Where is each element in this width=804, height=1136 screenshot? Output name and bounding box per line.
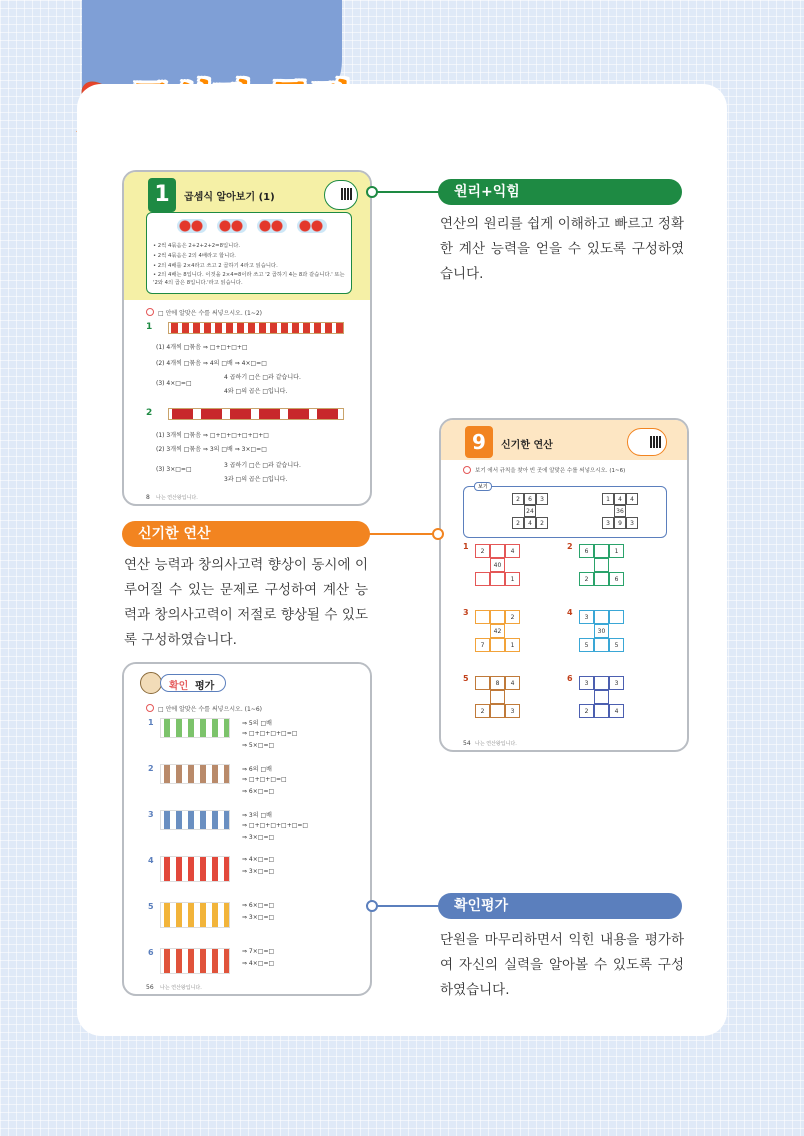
section-description-check: 단원을 마무리하면서 익힌 내용을 평가하여 자신의 실력을 알아볼 수 있도록 구성하였습니다. [440, 932, 684, 998]
grid-cell: 6 [524, 493, 536, 505]
footer-page-number: 54 [463, 740, 471, 747]
grid-cell: 36 [614, 505, 626, 517]
concept-line: • 2의 4배를 2×4라고 쓰고 2 곱하기 4라고 읽습니다. [153, 263, 278, 269]
grid-cell: 2 [475, 704, 490, 718]
problem-line: ⇒ 3의 □배 [242, 812, 272, 819]
example-box [463, 486, 667, 538]
section-description-principle: 연산의 원리를 쉽게 이해하고 빠르고 정확한 계산 능력을 얻을 수 있도록 구성하였습니다. [440, 216, 684, 282]
problem-line: ⇒ □+□+□=□ [242, 776, 287, 783]
grid-cell: 4 [626, 493, 638, 505]
concept-line: • 2씩 4묶음은 2의 4배라고 합니다. [153, 253, 236, 259]
footer-text: 나는 연산왕입니다. [160, 985, 202, 991]
grid-cell: 6 [609, 572, 624, 586]
problem-line: ⇒ 3×□=□ [242, 914, 275, 921]
problem-line: ⇒ 5×□=□ [242, 742, 275, 749]
grid-cell: 4 [524, 517, 536, 529]
problem-line: ⇒ □+□+□+□=□ [242, 730, 298, 737]
problem-line: ⇒ 4×□=□ [242, 960, 275, 967]
picture-group [160, 902, 230, 928]
problem-number: 6 [567, 674, 573, 683]
alarm-clock-icon [146, 704, 154, 712]
example-grid [512, 493, 548, 531]
problem-line: ⇒ 6의 □배 [242, 766, 272, 773]
grid-cell[interactable] [594, 704, 609, 718]
mascot-icon [140, 672, 162, 694]
check-title-b: 평가 [195, 681, 215, 692]
lesson-title: 곱셈식 알아보기 (1) [184, 192, 275, 203]
problem-line: (2) 4개씩 □묶음 ⇒ 4의 □배 ⇒ 4×□=□ [156, 360, 267, 367]
check-title-box [160, 674, 226, 692]
problem-line: (3) 4×□=□ [156, 380, 192, 387]
grid-cell: 3 [609, 676, 624, 690]
picture-group [160, 856, 230, 882]
picture-group [160, 948, 230, 974]
problem-number: 1 [148, 718, 154, 727]
problem-line: ⇒ 3×□=□ [242, 834, 275, 841]
problem-number: 1 [463, 542, 469, 551]
connector-dot [366, 900, 378, 912]
concept-line: • 2씩 4묶음은 2+2+2+2=8입니다. [153, 243, 241, 249]
grid-cell: 5 [609, 638, 624, 652]
connector-amazing [368, 533, 440, 535]
grid-cell: 1 [609, 544, 624, 558]
grid-cell[interactable] [490, 638, 505, 652]
lesson-title: 신기한 연산 [501, 440, 553, 451]
grid-cell: 2 [579, 572, 594, 586]
grid-cell: 40 [490, 558, 505, 572]
grid-cell: 30 [594, 624, 609, 638]
grid-cell[interactable] [475, 610, 490, 624]
problem-number: 2 [567, 542, 573, 551]
sample-page-check [122, 662, 372, 996]
grid-cell[interactable] [490, 572, 505, 586]
footer-page-number: 56 [146, 984, 154, 991]
grid-cell[interactable] [490, 610, 505, 624]
qr-icon [341, 188, 353, 200]
alarm-clock-icon [463, 466, 471, 474]
grid-cell: 9 [614, 517, 626, 529]
grid-cell: 3 [536, 493, 548, 505]
qr-icon [650, 436, 662, 448]
problem-number: 4 [148, 856, 154, 865]
footer-text: 나는 연산왕입니다. [475, 741, 517, 747]
connector-dot [366, 186, 378, 198]
problem-line: ⇒ 4×□=□ [242, 856, 275, 863]
concept-line: • 2의 4배는 8입니다. 이것을 2×4=8이라 쓰고 '2 곱하기 4는 8과 같습니다.' 또는 '2와 4의 곱은 8입니다.'라고 읽습니다. [153, 272, 345, 286]
puzzle-grid [475, 610, 520, 655]
problem-line: ⇒ 6×□=□ [242, 902, 275, 909]
problem-line: ⇒ 7×□=□ [242, 948, 275, 955]
grid-cell: 8 [490, 676, 505, 690]
grid-cell[interactable] [475, 676, 490, 690]
problem-line: 3과 □의 곱은 □입니다. [224, 476, 288, 483]
problem-line: (2) 3개씩 □묶음 ⇒ 3의 □배 ⇒ 3×□=□ [156, 446, 267, 453]
puzzle-grid [475, 676, 520, 721]
grid-cell[interactable] [594, 676, 609, 690]
alarm-clock-icon [146, 308, 154, 316]
instruction: 보기 에서 규칙을 찾아 빈 곳에 알맞은 수를 써넣으시오. (1~6) [475, 468, 626, 474]
unit-number-badge: 9 [465, 426, 493, 458]
grid-cell: 3 [602, 517, 614, 529]
grid-cell: 2 [536, 517, 548, 529]
grid-cell[interactable] [609, 610, 624, 624]
problem-line: ⇒ 6×□=□ [242, 788, 275, 795]
strawberry-groups [168, 322, 344, 334]
picture-group [160, 810, 230, 830]
instruction: □ 안에 알맞은 수를 써넣으시오. (1~2) [158, 310, 263, 317]
grid-cell: 2 [579, 704, 594, 718]
grid-cell: 3 [626, 517, 638, 529]
cherry-groups [168, 408, 344, 420]
grid-cell: 2 [512, 517, 524, 529]
apple-plate-icon [257, 219, 287, 233]
grid-cell[interactable] [594, 558, 609, 572]
problem-line: 4 곱하기 □은 □과 같습니다. [224, 374, 301, 381]
grid-cell: 4 [505, 544, 520, 558]
connector-dot [432, 528, 444, 540]
grid-cell: 2 [475, 544, 490, 558]
footer-page-number: 8 [146, 494, 150, 501]
problem-number: 1 [146, 322, 153, 332]
grid-cell: 2 [505, 610, 520, 624]
puzzle-grid [579, 610, 624, 655]
grid-cell: 6 [579, 544, 594, 558]
grid-cell: 4 [614, 493, 626, 505]
problem-number: 5 [148, 902, 154, 911]
grid-cell: 3 [579, 676, 594, 690]
example-label: 보기 [474, 482, 492, 491]
problem-number: 2 [148, 764, 154, 773]
problem-number: 5 [463, 674, 469, 683]
grid-cell: 24 [524, 505, 536, 517]
problem-number: 3 [148, 810, 154, 819]
grid-cell: 1 [505, 638, 520, 652]
picture-group [160, 718, 230, 738]
problem-number: 4 [567, 608, 573, 617]
grid-cell[interactable] [490, 690, 505, 704]
puzzle-grid [579, 544, 624, 589]
check-title-a: 확인 [169, 681, 189, 692]
section-description-amazing: 연산 능력과 창의사고력 향상이 동시에 이루어질 수 있는 문제로 구성하여 계산 능력과 창의사고력이 저절로 향상될 수 있도록 구성하였습니다. [124, 557, 368, 648]
apple-plate-icon [297, 219, 327, 233]
problem-number: 3 [463, 608, 469, 617]
apple-plates [177, 217, 327, 235]
section-heading-principle: 원리+익힘 [438, 179, 682, 205]
problem-line: (1) 3개씩 □묶음 ⇒ □+□+□+□+□+□ [156, 432, 269, 439]
grid-cell[interactable] [594, 572, 609, 586]
grid-cell: 42 [490, 624, 505, 638]
problem-line: 3 곱하기 □은 □과 같습니다. [224, 462, 301, 469]
connector-check [372, 905, 442, 907]
problem-line: 4와 □의 곱은 □입니다. [224, 388, 288, 395]
grid-cell[interactable] [594, 544, 609, 558]
grid-cell[interactable] [490, 704, 505, 718]
sample-page-principle [122, 170, 372, 506]
grid-cell[interactable] [594, 610, 609, 624]
problem-line: (3) 3×□=□ [156, 466, 192, 473]
puzzle-grid [475, 544, 520, 589]
section-heading-amazing: 신기한 연산 [122, 521, 370, 547]
apple-plate-icon [217, 219, 247, 233]
section-heading-check: 확인평가 [438, 893, 682, 919]
grid-cell: 5 [579, 638, 594, 652]
grid-cell: 3 [579, 610, 594, 624]
apple-plate-icon [177, 219, 207, 233]
problem-line: ⇒ 5의 □배 [242, 720, 272, 727]
connector-principle [372, 191, 442, 193]
grid-cell[interactable] [475, 572, 490, 586]
problem-number: 6 [148, 948, 154, 957]
date-stamp [627, 428, 667, 456]
grid-cell: 1 [602, 493, 614, 505]
grid-cell[interactable] [594, 638, 609, 652]
grid-cell: 7 [475, 638, 490, 652]
problem-number: 2 [146, 408, 153, 418]
picture-group [160, 764, 230, 784]
grid-cell: 3 [505, 704, 520, 718]
instruction: □ 안에 알맞은 수를 써넣으시오. (1~6) [158, 706, 263, 713]
problem-line: (1) 4개씩 □묶음 ⇒ □+□+□+□ [156, 344, 248, 351]
problem-line: ⇒ 3×□=□ [242, 868, 275, 875]
grid-cell[interactable] [490, 544, 505, 558]
grid-cell: 4 [609, 704, 624, 718]
concept-box [146, 212, 352, 294]
grid-cell: 1 [505, 572, 520, 586]
sample-page-amazing [439, 418, 689, 752]
problem-line: ⇒ □+□+□+□+□=□ [242, 822, 309, 829]
grid-cell: 2 [512, 493, 524, 505]
puzzle-grid [579, 676, 624, 721]
example-grid [602, 493, 638, 531]
unit-number-badge: 1 [148, 178, 176, 212]
date-stamp [324, 180, 358, 210]
grid-cell: 4 [505, 676, 520, 690]
footer-text: 나는 연산왕입니다. [156, 495, 198, 501]
grid-cell[interactable] [594, 690, 609, 704]
